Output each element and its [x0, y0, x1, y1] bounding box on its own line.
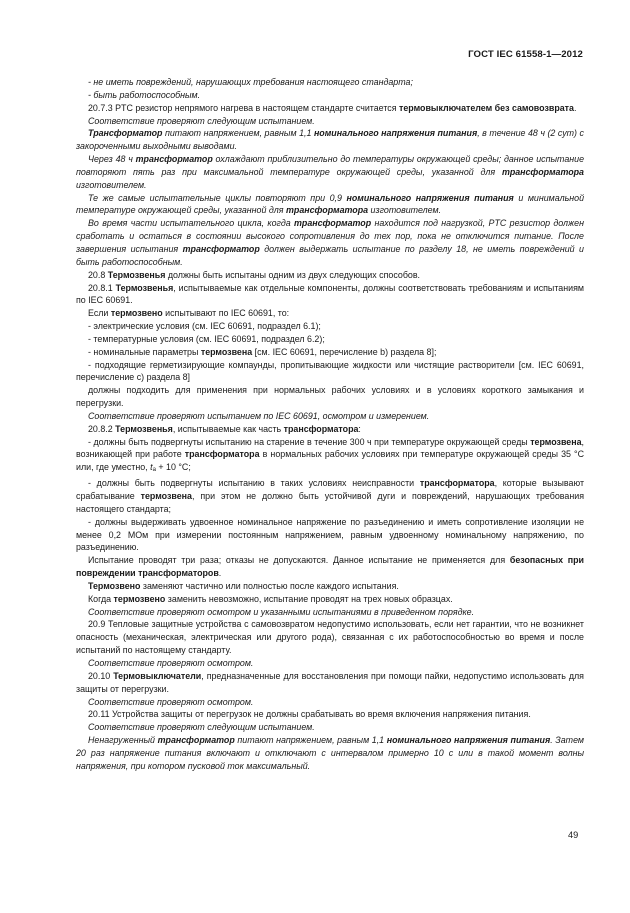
paragraph: должны подходить для применения при нормальных рабочих условиях и в условиях короткого замыкания и перегрузки. — [76, 385, 584, 409]
paragraph: Ненагруженный трансформатор питают напряжением, равным 1,1 номинального напряжения питания. Затем 20 раз напряжение питания включают и отключают с интервалом примерно 10 с или в такой момент волны напряжения, при котором пусковой ток максимальный. — [76, 735, 584, 771]
paragraph: Соответствие проверяют испытанием по IEC 60691, осмотром и измерением. — [88, 410, 430, 421]
list-item: - температурные условия (см. IEC 60691, подраздел 6.2); — [88, 333, 325, 344]
paragraph: Соответствие проверяют следующим испытанием. — [88, 722, 315, 733]
list-item: - номинальные параметры термозвена [см. IEC 60691, перечисление b) раздела 8]; — [88, 346, 437, 357]
paragraph: 20.10 Термовыключатели, предназначенные для восстановления при помощи пайки, недопустимо использовать для защиты от перегрузки. — [76, 670, 584, 694]
paragraph: Когда термозвено заменить невозможно, испытание проводят на трех новых образцах. — [88, 593, 453, 604]
document-body — [76, 76, 584, 773]
list-item: - должны выдерживать удвоенное номинальное напряжение по разъединению и иметь сопротивление изоляции не менее 0,2 МОм при измерении постоянным напряжением, равным удвоенному номинальному напряжению, по разъединению. — [76, 516, 584, 553]
list-item: - электрические условия (см. IEC 60691, подраздел 6.1); — [88, 321, 321, 332]
paragraph: 20.11 Устройства защиты от перегрузок не должны срабатывать во время включения напряжения питания. — [88, 709, 531, 720]
paragraph: Соответствие проверяют следующим испытанием. — [88, 115, 315, 126]
page-header-standard: ГОСТ IEC 61558-1—2012 — [468, 49, 583, 60]
paragraph: Термозвено заменяют частично или полностью после каждого испытания. — [88, 580, 399, 591]
paragraph: Испытание проводят три раза; отказы не допускаются. Данное испытание не применяется для безопасных при повреждении трансформаторов. — [76, 555, 585, 579]
paragraph: Во время части испытательного цикла, когда трансформатор находится под нагрузкой, PTC резистор должен сработать и остаться в состоянии высокого сопротивления до тех пор, пока не отключится питание. После завершения испытания трансформатор должен выдержать испытание по разделу 18, не иметь повреждений и быть работоспособным. — [76, 218, 584, 267]
paragraph: 20.8 Термозвенья должны быть испытаны одним из двух следующих способов. — [88, 269, 421, 280]
page-number: 49 — [568, 830, 579, 840]
list-item: - подходящие герметизирующие компаунды, пропитывающие жидкости или чистящие растворители [см. IEC 60691, перечисление с) раздела 8] — [76, 359, 584, 383]
paragraph: Те же самые испытательные циклы повторяют при 0,9 номинального напряжения питания и минимальной температуре окружающей среды, указанной для трансформатора изготовителем. — [76, 192, 585, 216]
paragraph: 20.8.2 Термозвенья, испытываемые как часть трансформатора: — [88, 423, 361, 434]
paragraph: Соответствие проверяют осмотром. — [88, 696, 254, 707]
paragraph: - не иметь повреждений, нарушающих требования настоящего стандарта; — [88, 77, 413, 87]
paragraph: 20.9 Тепловые защитные устройства с самовозвратом недопустимо использовать, если нет гарантии, что не возникнет опасность (механическая, электрическая или другого рода), связанная с их работоспособностью во время и после испытаний по настоящему стандарту. — [76, 619, 584, 656]
list-item: - должны быть подвергнуты испытанию на старение в течение 300 ч при температуре окружающей среды термозвена, возникающей при работе трансформатора в нормальных рабочих условиях при температуре окружающей среды 35 °С или, где уместно, $t_a + 10$ °С; — [76, 436, 584, 474]
paragraph: 20.8.1 Термозвенья, испытываемые как отдельные компоненты, должны соответствовать требованиям и испытаниям по IEC 60691. — [76, 282, 584, 306]
paragraph: - быть работоспособным. — [88, 89, 201, 100]
list-item: - должны быть подвергнуты испытанию в таких условиях неисправности трансформатора, которые вызывают срабатывание термозвена, при этом не должно быть устойчивой дуги и повреждений, нарушающих требования настоящего стандарта; — [76, 478, 585, 514]
paragraph: Трансформатор питают напряжением, равным 1,1 номинального напряжения питания, в течение 48 ч (2 сут) с закороченными выходными выводами. — [76, 128, 584, 152]
paragraph: Через 48 ч трансформатор охлаждают приблизительно до температуры окружающей среды; данное испытание повторяют пять раз при максимальной температуре окружающей среды, указанной для трансформатора изготовителем. — [76, 154, 585, 190]
paragraph: Соответствие проверяют осмотром. — [88, 657, 254, 668]
paragraph: Соответствие проверяют осмотром и указанными испытаниями в приведенном порядке. — [88, 606, 475, 617]
paragraph: 20.7.3 PTC резистор непрямого нагрева в настоящем стандарте считается термовыключателем без самовозврата. — [88, 102, 577, 113]
paragraph: Если термозвено испытывают по IEC 60691, то: — [88, 308, 290, 319]
